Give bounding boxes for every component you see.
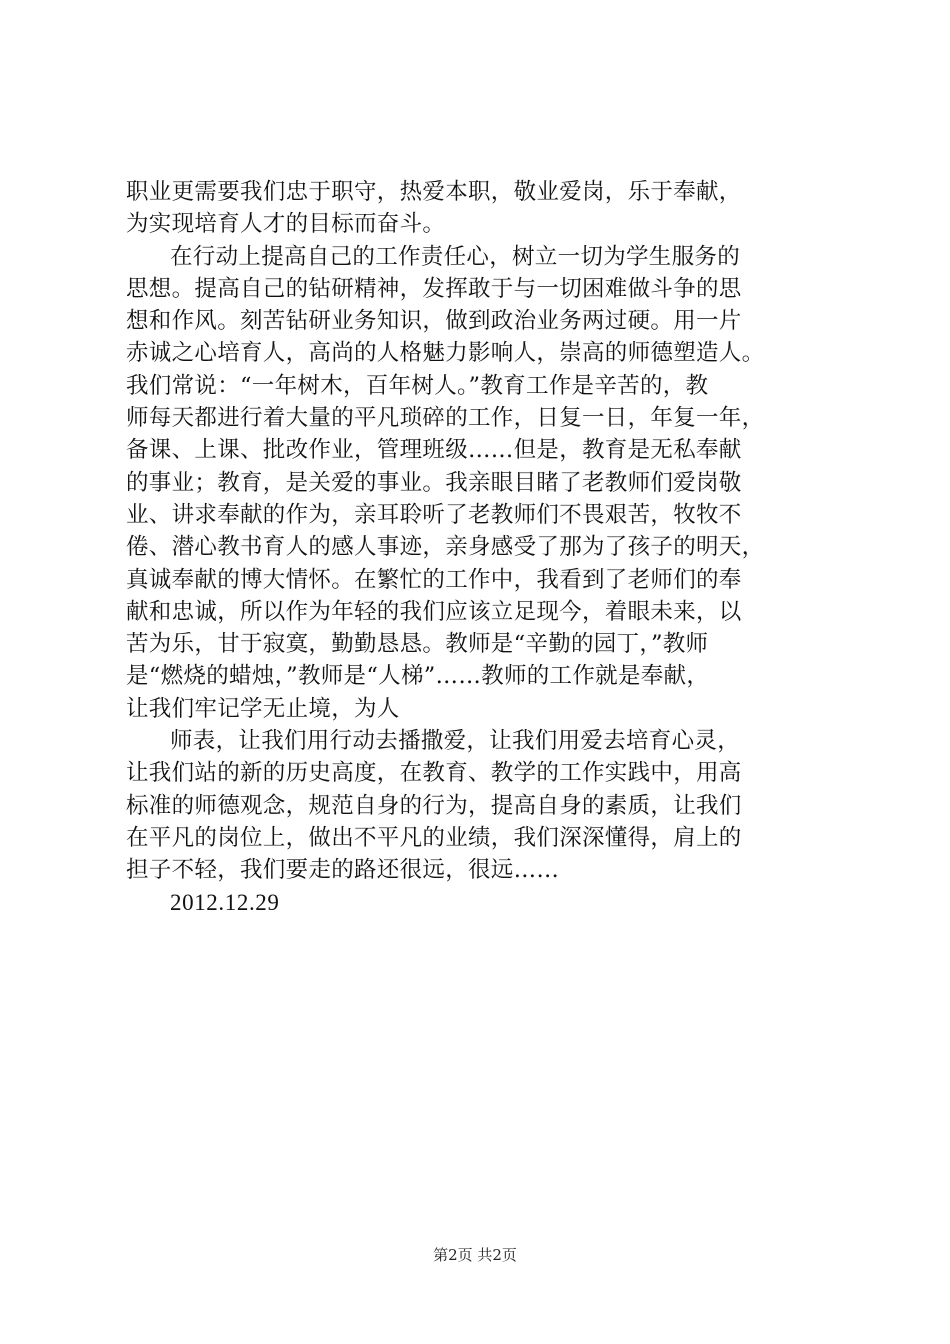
page-number-footer: 第2页 共2页 <box>433 1246 517 1264</box>
text-line-14: 献和忠诚，所以作为年轻的我们应该立足现今，着眼未来，以 <box>126 598 742 625</box>
document-body <box>126 176 838 919</box>
text-line-8: 师每天都进行着大量的平凡琐碎的工作，日复一日，年复一年， <box>126 405 765 432</box>
text-line-6: 赤诚之心培育人，高尚的人格魅力影响人，崇高的师德塑造人。 <box>126 340 765 367</box>
text-line-13: 真诚奉献的博大情怀。在繁忙的工作中，我看到了老师们的奉 <box>126 566 742 593</box>
text-line-17: 让我们牢记学无止境，为人 <box>126 695 400 722</box>
text-line-16: 是“燃烧的蜡烛，”教师是“人梯”……教师的工作就是奉献， <box>126 663 710 690</box>
text-line-19: 让我们站的新的历史高度，在教育、教学的工作实践中，用高 <box>126 760 742 787</box>
text-line-15: 苦为乐，甘于寂寞，勤勤恳恳。教师是“辛勤的园丁，”教师 <box>126 631 709 658</box>
text-line-5: 想和作风。刻苦钻研业务知识，做到政治业务两过硬。用一片 <box>126 308 742 335</box>
text-line-11: 业、讲求奉献的作为，亲耳聆听了老教师们不畏艰苦，牧牧不 <box>126 501 742 528</box>
document-date: 2012.12.29 <box>170 889 280 915</box>
text-line-2: 为实现培育人才的目标而奋斗。 <box>126 211 446 238</box>
text-line-9: 备课、上课、批改作业，管理班级……但是，教育是无私奉献 <box>126 437 742 464</box>
text-line-22: 担子不轻，我们要走的路还很远，很远…… <box>126 857 560 884</box>
text-line-20: 标准的师德观念，规范自身的行为，提高自身的素质，让我们 <box>126 792 742 819</box>
text-line-18: 师表，让我们用行动去播撒爱，让我们用爱去培育心灵， <box>170 728 741 755</box>
text-line-1: 职业更需要我们忠于职守，热爱本职，敬业爱岗，乐于奉献， <box>126 179 742 205</box>
text-line-3: 在行动上提高自己的工作责任心，树立一切为学生服务的 <box>170 243 741 270</box>
text-line-10: 的事业；教育，是关爱的事业。我亲眼目睹了老教师们爱岗敬 <box>126 469 742 496</box>
text-line-4: 思想。提高自己的钻研精神，发挥敢于与一切困难做斗争的思 <box>126 275 742 302</box>
text-line-7: 我们常说：“一年树木，百年树人。”教育工作是辛苦的，教 <box>126 372 709 399</box>
text-line-12: 倦、潜心教书育人的感人事迹，亲身感受了那为了孩子的明天， <box>126 534 765 561</box>
text-line-21: 在平凡的岗位上，做出不平凡的业绩，我们深深懂得，肩上的 <box>126 824 742 851</box>
